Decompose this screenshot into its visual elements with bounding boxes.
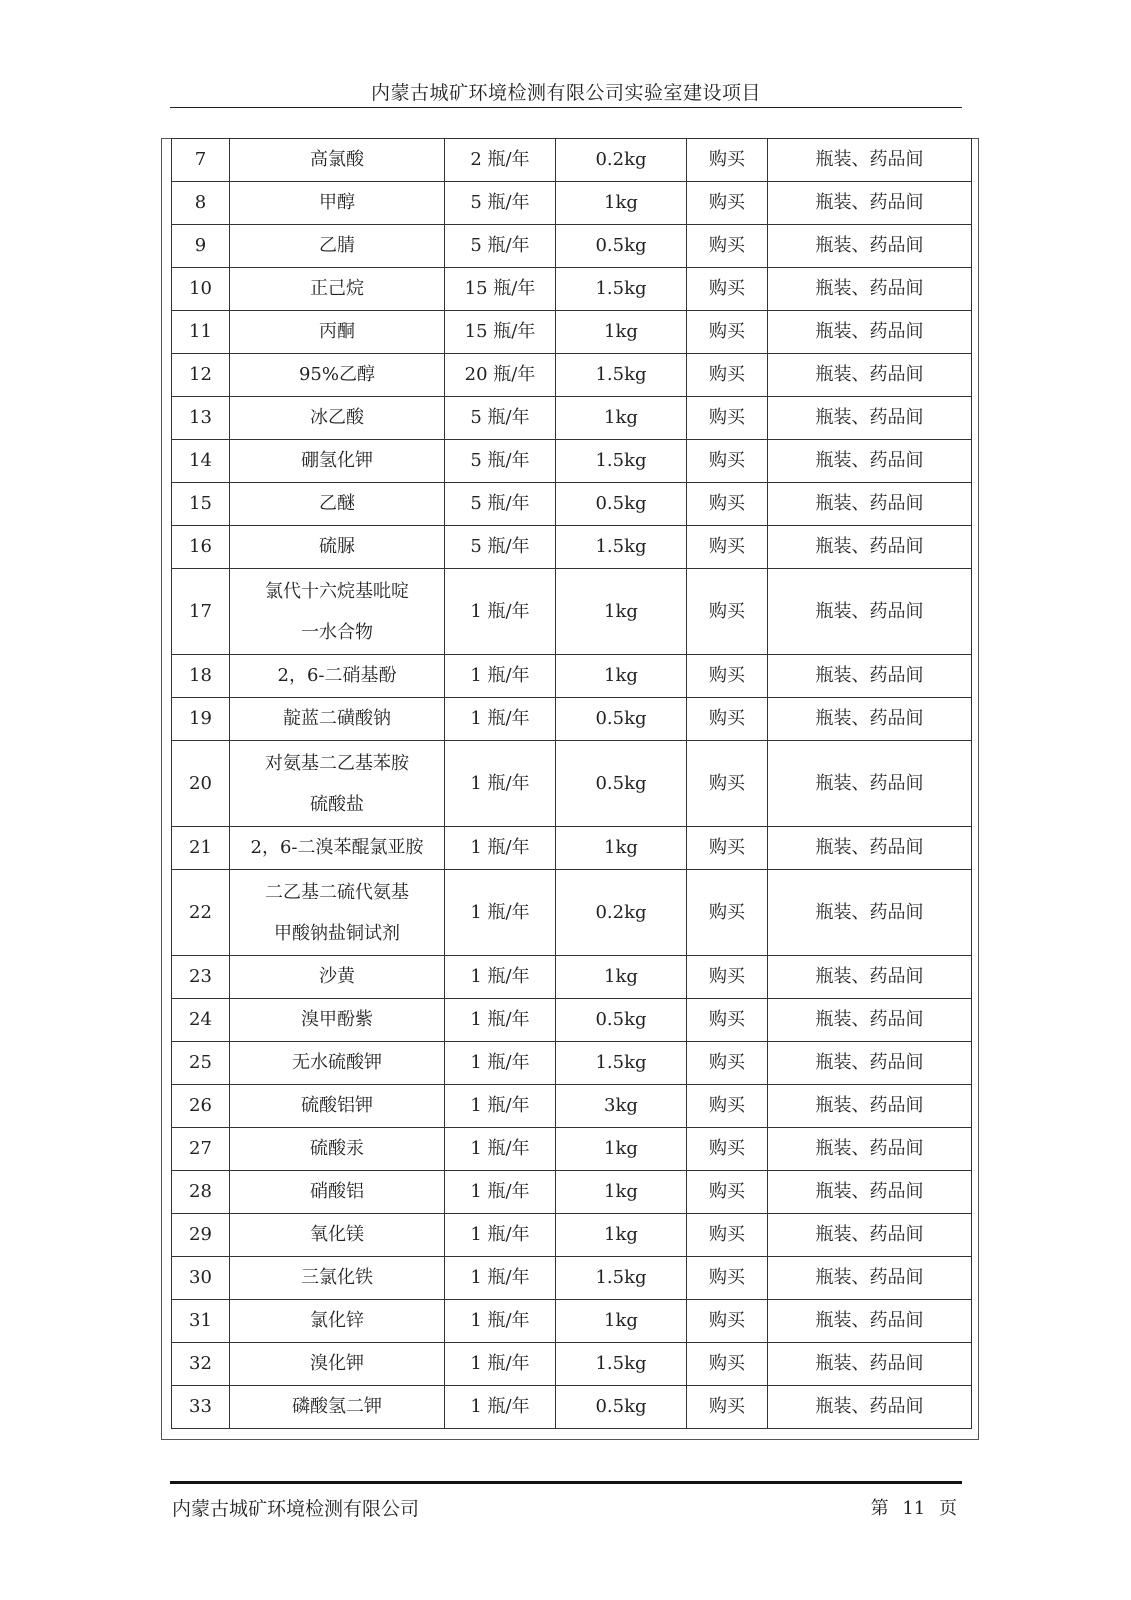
annual-quantity-cell: 1 瓶/年	[445, 1042, 556, 1085]
table-row	[172, 397, 972, 440]
storage-location-cell: 瓶装、药品间	[768, 182, 972, 225]
storage-location-cell: 瓶装、药品间	[768, 1343, 972, 1386]
chemical-name-cell: 溴甲酚紫	[230, 999, 445, 1042]
storage-location-cell: 瓶装、药品间	[768, 139, 972, 182]
footer-company: 内蒙古城矿环境检测有限公司	[172, 1498, 420, 1520]
max-stock-amount-cell: 1kg	[556, 1214, 687, 1257]
chemical-name-cell: 乙腈	[230, 225, 445, 268]
storage-location-cell: 瓶装、药品间	[768, 1214, 972, 1257]
source-method-cell: 购买	[687, 741, 768, 827]
table-row	[172, 182, 972, 225]
row-number-cell: 15	[172, 483, 230, 526]
table-row	[172, 655, 972, 698]
table-row	[172, 440, 972, 483]
footer-divider	[170, 1481, 962, 1484]
page-number-label	[867, 1494, 961, 1520]
source-method-cell: 购买	[687, 397, 768, 440]
table-row	[172, 526, 972, 569]
annual-quantity-cell: 1 瓶/年	[445, 1085, 556, 1128]
max-stock-amount-cell: 1.5kg	[556, 1042, 687, 1085]
table-row	[172, 1042, 972, 1085]
max-stock-amount-cell: 0.5kg	[556, 741, 687, 827]
annual-quantity-cell: 15 瓶/年	[445, 311, 556, 354]
annual-quantity-cell: 1 瓶/年	[445, 655, 556, 698]
row-number-cell: 12	[172, 354, 230, 397]
annual-quantity-cell: 15 瓶/年	[445, 268, 556, 311]
max-stock-amount-cell: 1.5kg	[556, 1257, 687, 1300]
table-body	[172, 139, 972, 1429]
storage-location-cell: 瓶装、药品间	[768, 1257, 972, 1300]
storage-location-cell: 瓶装、药品间	[768, 311, 972, 354]
annual-quantity-cell: 2 瓶/年	[445, 139, 556, 182]
chemical-name-line: 硫酸盐	[310, 793, 364, 815]
chemical-name-cell: 硝酸铝	[230, 1171, 445, 1214]
table-row	[172, 1214, 972, 1257]
storage-location-cell: 瓶装、药品间	[768, 1128, 972, 1171]
max-stock-amount-cell: 3kg	[556, 1085, 687, 1128]
chemical-name-cell: 硼氢化钾	[230, 440, 445, 483]
chemical-name-cell: 硫酸铝钾	[230, 1085, 445, 1128]
max-stock-amount-cell: 0.5kg	[556, 225, 687, 268]
storage-location-cell: 瓶装、药品间	[768, 1300, 972, 1343]
source-method-cell: 购买	[687, 1300, 768, 1343]
row-number-cell: 26	[172, 1085, 230, 1128]
max-stock-amount-cell: 0.2kg	[556, 870, 687, 956]
row-number-cell: 13	[172, 397, 230, 440]
chemical-name-cell: 硫脲	[230, 526, 445, 569]
annual-quantity-cell: 1 瓶/年	[445, 956, 556, 999]
source-method-cell: 购买	[687, 354, 768, 397]
max-stock-amount-cell: 1.5kg	[556, 526, 687, 569]
row-number-cell: 19	[172, 698, 230, 741]
annual-quantity-cell: 1 瓶/年	[445, 827, 556, 870]
table-row	[172, 1257, 972, 1300]
source-method-cell: 购买	[687, 440, 768, 483]
max-stock-amount-cell: 1.5kg	[556, 354, 687, 397]
max-stock-amount-cell: 0.5kg	[556, 999, 687, 1042]
storage-location-cell: 瓶装、药品间	[768, 655, 972, 698]
row-number-cell: 20	[172, 741, 230, 827]
source-method-cell: 购买	[687, 1386, 768, 1429]
annual-quantity-cell: 1 瓶/年	[445, 1343, 556, 1386]
annual-quantity-cell: 5 瓶/年	[445, 440, 556, 483]
storage-location-cell: 瓶装、药品间	[768, 1085, 972, 1128]
row-number-cell: 25	[172, 1042, 230, 1085]
row-number-cell: 24	[172, 999, 230, 1042]
source-method-cell: 购买	[687, 1343, 768, 1386]
storage-location-cell: 瓶装、药品间	[768, 1042, 972, 1085]
source-method-cell: 购买	[687, 526, 768, 569]
max-stock-amount-cell: 1.5kg	[556, 1343, 687, 1386]
chemical-name-cell: 氧化镁	[230, 1214, 445, 1257]
source-method-cell: 购买	[687, 1257, 768, 1300]
annual-quantity-cell: 5 瓶/年	[445, 225, 556, 268]
max-stock-amount-cell: 1kg	[556, 569, 687, 655]
max-stock-amount-cell: 0.5kg	[556, 1386, 687, 1429]
row-number-cell: 9	[172, 225, 230, 268]
chemical-name-cell: 溴化钾	[230, 1343, 445, 1386]
source-method-cell: 购买	[687, 827, 768, 870]
max-stock-amount-cell: 1.5kg	[556, 268, 687, 311]
table-row	[172, 827, 972, 870]
row-number-cell: 23	[172, 956, 230, 999]
row-number-cell: 28	[172, 1171, 230, 1214]
annual-quantity-cell: 1 瓶/年	[445, 1214, 556, 1257]
source-method-cell: 购买	[687, 311, 768, 354]
table-row	[172, 1128, 972, 1171]
chemical-name-cell: 2，6-二硝基酚	[230, 655, 445, 698]
chemical-name-cell	[230, 870, 445, 956]
source-method-cell: 购买	[687, 655, 768, 698]
annual-quantity-cell: 20 瓶/年	[445, 354, 556, 397]
source-method-cell: 购买	[687, 268, 768, 311]
chemical-name-cell: 硫酸汞	[230, 1128, 445, 1171]
table-row	[172, 225, 972, 268]
chemical-name-cell: 无水硫酸钾	[230, 1042, 445, 1085]
chemical-name-cell: 甲醇	[230, 182, 445, 225]
chemical-name-cell: 磷酸氢二钾	[230, 1386, 445, 1429]
chemical-name-cell: 三氯化铁	[230, 1257, 445, 1300]
chemical-name-cell: 高氯酸	[230, 139, 445, 182]
chemical-name-cell	[230, 741, 445, 827]
row-number-cell: 7	[172, 139, 230, 182]
source-method-cell: 购买	[687, 1042, 768, 1085]
annual-quantity-cell: 5 瓶/年	[445, 397, 556, 440]
chemical-name-cell: 2，6-二溴苯醌氯亚胺	[230, 827, 445, 870]
source-method-cell: 购买	[687, 225, 768, 268]
row-number-cell: 27	[172, 1128, 230, 1171]
annual-quantity-cell: 1 瓶/年	[445, 1300, 556, 1343]
page-prefix: 第	[870, 1498, 889, 1519]
storage-location-cell: 瓶装、药品间	[768, 268, 972, 311]
table-row	[172, 1300, 972, 1343]
table-row	[172, 354, 972, 397]
storage-location-cell: 瓶装、药品间	[768, 569, 972, 655]
max-stock-amount-cell: 1kg	[556, 655, 687, 698]
annual-quantity-cell: 5 瓶/年	[445, 483, 556, 526]
annual-quantity-cell: 1 瓶/年	[445, 698, 556, 741]
table-row	[172, 268, 972, 311]
chemical-name-line: 一水合物	[301, 621, 373, 643]
row-number-cell: 10	[172, 268, 230, 311]
annual-quantity-cell: 5 瓶/年	[445, 182, 556, 225]
storage-location-cell: 瓶装、药品间	[768, 827, 972, 870]
chemical-name-line: 二乙基二硫代氨基	[265, 881, 409, 903]
max-stock-amount-cell: 1kg	[556, 1300, 687, 1343]
storage-location-cell: 瓶装、药品间	[768, 225, 972, 268]
table-row	[172, 1386, 972, 1429]
table-row	[172, 311, 972, 354]
storage-location-cell: 瓶装、药品间	[768, 440, 972, 483]
source-method-cell: 购买	[687, 870, 768, 956]
table-row	[172, 1343, 972, 1386]
max-stock-amount-cell: 1kg	[556, 182, 687, 225]
chemical-name-cell: 靛蓝二磺酸钠	[230, 698, 445, 741]
storage-location-cell: 瓶装、药品间	[768, 741, 972, 827]
max-stock-amount-cell: 1kg	[556, 311, 687, 354]
max-stock-amount-cell: 1kg	[556, 827, 687, 870]
table-row	[172, 870, 972, 956]
source-method-cell: 购买	[687, 1128, 768, 1171]
max-stock-amount-cell: 0.2kg	[556, 139, 687, 182]
table-row	[172, 741, 972, 827]
max-stock-amount-cell: 1kg	[556, 1171, 687, 1214]
row-number-cell: 29	[172, 1214, 230, 1257]
annual-quantity-cell: 1 瓶/年	[445, 569, 556, 655]
chemical-inventory-table	[171, 138, 972, 1429]
source-method-cell: 购买	[687, 182, 768, 225]
table-row	[172, 956, 972, 999]
annual-quantity-cell: 1 瓶/年	[445, 1128, 556, 1171]
table-row	[172, 139, 972, 182]
row-number-cell: 33	[172, 1386, 230, 1429]
annual-quantity-cell: 1 瓶/年	[445, 741, 556, 827]
row-number-cell: 32	[172, 1343, 230, 1386]
source-method-cell: 购买	[687, 483, 768, 526]
storage-location-cell: 瓶装、药品间	[768, 870, 972, 956]
storage-location-cell: 瓶装、药品间	[768, 999, 972, 1042]
chemical-name-cell: 氯化锌	[230, 1300, 445, 1343]
max-stock-amount-cell: 1kg	[556, 1128, 687, 1171]
chemical-name-line: 对氨基二乙基苯胺	[265, 752, 409, 774]
annual-quantity-cell: 1 瓶/年	[445, 870, 556, 956]
storage-location-cell: 瓶装、药品间	[768, 483, 972, 526]
row-number-cell: 22	[172, 870, 230, 956]
annual-quantity-cell: 5 瓶/年	[445, 526, 556, 569]
chemical-name-cell	[230, 569, 445, 655]
chemical-name-line: 氯代十六烷基吡啶	[265, 580, 409, 602]
annual-quantity-cell: 1 瓶/年	[445, 1386, 556, 1429]
chemical-name-cell: 正己烷	[230, 268, 445, 311]
row-number-cell: 11	[172, 311, 230, 354]
storage-location-cell: 瓶装、药品间	[768, 1171, 972, 1214]
table-row	[172, 698, 972, 741]
chemical-name-cell: 沙黄	[230, 956, 445, 999]
table-row	[172, 999, 972, 1042]
source-method-cell: 购买	[687, 1171, 768, 1214]
source-method-cell: 购买	[687, 1085, 768, 1128]
storage-location-cell: 瓶装、药品间	[768, 526, 972, 569]
row-number-cell: 30	[172, 1257, 230, 1300]
row-number-cell: 17	[172, 569, 230, 655]
page-suffix: 页	[939, 1498, 957, 1519]
row-number-cell: 8	[172, 182, 230, 225]
max-stock-amount-cell: 1kg	[556, 397, 687, 440]
chemical-name-cell: 丙酮	[230, 311, 445, 354]
chemical-name-cell: 乙醚	[230, 483, 445, 526]
storage-location-cell: 瓶装、药品间	[768, 397, 972, 440]
max-stock-amount-cell: 1kg	[556, 956, 687, 999]
chemical-name-cell: 95%乙醇	[230, 354, 445, 397]
source-method-cell: 购买	[687, 999, 768, 1042]
annual-quantity-cell: 1 瓶/年	[445, 1171, 556, 1214]
storage-location-cell: 瓶装、药品间	[768, 956, 972, 999]
storage-location-cell: 瓶装、药品间	[768, 1386, 972, 1429]
row-number-cell: 16	[172, 526, 230, 569]
source-method-cell: 购买	[687, 956, 768, 999]
row-number-cell: 21	[172, 827, 230, 870]
row-number-cell: 18	[172, 655, 230, 698]
source-method-cell: 购买	[687, 569, 768, 655]
source-method-cell: 购买	[687, 139, 768, 182]
page-header-title: 内蒙古城矿环境检测有限公司实验室建设项目	[370, 82, 761, 104]
annual-quantity-cell: 1 瓶/年	[445, 999, 556, 1042]
table-row	[172, 483, 972, 526]
row-number-cell: 14	[172, 440, 230, 483]
annual-quantity-cell: 1 瓶/年	[445, 1257, 556, 1300]
page-number: 11	[902, 1498, 926, 1519]
storage-location-cell: 瓶装、药品间	[768, 354, 972, 397]
storage-location-cell: 瓶装、药品间	[768, 698, 972, 741]
row-number-cell: 31	[172, 1300, 230, 1343]
max-stock-amount-cell: 1.5kg	[556, 440, 687, 483]
chemical-name-line: 甲酸钠盐铜试剂	[274, 922, 400, 944]
table-row	[172, 1171, 972, 1214]
table-row	[172, 569, 972, 655]
header-divider	[170, 107, 962, 108]
max-stock-amount-cell: 0.5kg	[556, 698, 687, 741]
table-row	[172, 1085, 972, 1128]
source-method-cell: 购买	[687, 698, 768, 741]
max-stock-amount-cell: 0.5kg	[556, 483, 687, 526]
source-method-cell: 购买	[687, 1214, 768, 1257]
chemical-name-cell: 冰乙酸	[230, 397, 445, 440]
